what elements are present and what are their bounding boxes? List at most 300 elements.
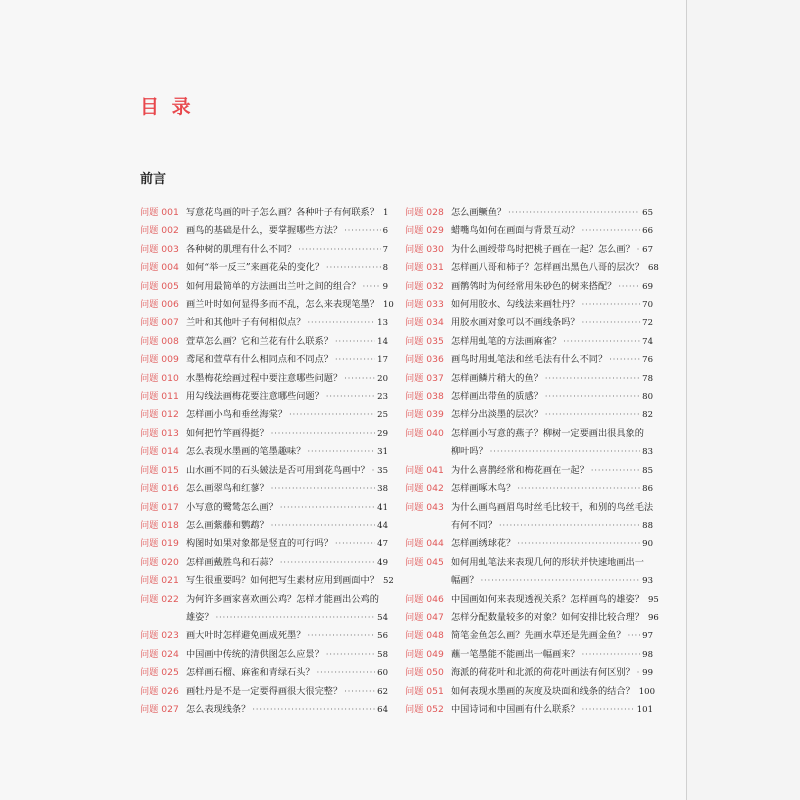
leader-dots [344, 222, 380, 240]
toc-line [451, 664, 653, 682]
question-title: 用勾线法画梅花要注意哪些问题？ [186, 391, 324, 403]
toc-entry[interactable] [405, 683, 653, 701]
question-number: 问题 048 [405, 630, 444, 642]
toc-entry[interactable] [140, 683, 388, 701]
toc-entry[interactable] [140, 259, 388, 277]
question-number: 问题 030 [405, 243, 444, 255]
toc-line [451, 333, 653, 351]
page-number: 97 [642, 631, 653, 642]
toc-entry-body [186, 646, 388, 664]
toc-entry[interactable] [140, 443, 388, 461]
page-number: 62 [377, 686, 388, 697]
leader-dots [335, 333, 375, 351]
toc-entry[interactable] [405, 535, 653, 553]
leader-dots [517, 535, 640, 553]
toc-line [186, 535, 388, 553]
toc-entry-body [451, 499, 653, 536]
toc-entry[interactable] [405, 627, 653, 645]
toc-line [451, 554, 653, 572]
page-number: 99 [642, 668, 653, 679]
question-title: 用胶水画对象可以不画线条吗？ [451, 317, 580, 329]
leader-dots [326, 388, 375, 406]
toc-line [451, 443, 653, 461]
page-number: 76 [642, 355, 653, 366]
toc-line [451, 222, 653, 240]
toc-line [451, 351, 653, 369]
toc-entry[interactable] [405, 646, 653, 664]
toc-entry-body [186, 204, 388, 222]
toc-entry-body [451, 554, 653, 591]
question-number: 问题 019 [140, 538, 179, 550]
toc-entry-body [451, 204, 653, 222]
question-title: 画鸟的基础是什么，要掌握哪些方法？ [186, 225, 343, 237]
question-number: 问题 047 [405, 611, 444, 623]
leader-dots [372, 462, 375, 480]
toc-entry[interactable] [405, 499, 653, 536]
toc-entry[interactable] [405, 609, 659, 627]
question-title-continued: 幅画？ [451, 575, 479, 587]
toc-entry[interactable] [405, 333, 653, 351]
toc-entry-body [451, 535, 653, 553]
toc-line [451, 609, 659, 627]
page-edge-divider [686, 0, 687, 800]
question-number: 问题 025 [140, 667, 179, 679]
leader-dots [363, 278, 381, 296]
toc-line [451, 406, 653, 424]
page-number: 72 [642, 318, 653, 329]
toc-entry[interactable] [140, 480, 388, 498]
page-number: 100 [638, 686, 655, 697]
question-title: 写意花鸟画的叶子怎么画？各种叶子有何联系？ [186, 207, 379, 218]
toc-line [186, 425, 388, 443]
question-title: 画大叶时怎样避免画成死墨？ [186, 630, 306, 642]
toc-line [451, 572, 653, 590]
toc-entry[interactable] [140, 701, 388, 719]
leader-dots [508, 204, 640, 222]
toc-line [186, 554, 388, 572]
toc-line [186, 443, 388, 461]
toc-entry[interactable] [405, 241, 653, 259]
question-title: 怎么画翠鸟和红蓼？ [186, 483, 269, 495]
toc-entry-body [186, 591, 388, 628]
toc-entry[interactable] [405, 480, 653, 498]
question-title: 中国画如何来表现透视关系？怎样画鸟的雄姿？ [451, 593, 644, 605]
question-title: 为什么画绶带鸟时把桃子画在一起？怎么画？ [451, 243, 635, 255]
toc-line [186, 259, 388, 277]
leader-dots [317, 664, 376, 682]
leader-dots [582, 222, 641, 240]
page-number: 58 [377, 649, 388, 660]
toc-entry-body [186, 554, 388, 572]
leader-dots [582, 296, 641, 314]
toc-entry-body [451, 701, 653, 719]
leader-dots [637, 241, 640, 259]
toc-entry-body [451, 591, 659, 609]
question-number: 问题 003 [140, 243, 179, 255]
toc-entry[interactable] [405, 204, 653, 222]
toc-line [451, 591, 659, 609]
leader-dots [582, 314, 641, 332]
toc-entry-body [451, 314, 653, 332]
leader-dots [271, 517, 375, 535]
leader-dots [545, 406, 640, 424]
leader-dots [628, 627, 641, 645]
question-number: 问题 015 [140, 464, 179, 476]
leader-dots [490, 443, 640, 461]
toc-entry[interactable] [140, 627, 388, 645]
toc-entry[interactable] [405, 591, 659, 609]
page-number: 23 [377, 392, 388, 403]
leader-dots [326, 259, 381, 277]
question-number: 问题 045 [405, 556, 444, 568]
toc-entry[interactable] [140, 646, 388, 664]
question-number: 问题 034 [405, 317, 444, 329]
toc-line [451, 480, 653, 498]
leader-dots [344, 370, 375, 388]
toc-line [186, 664, 388, 682]
toc-entry-body [451, 259, 659, 277]
toc-entry-body [451, 351, 653, 369]
question-title: 怎么表现线条？ [186, 703, 251, 715]
toc-entry-body [186, 572, 394, 590]
toc-entry-body [186, 370, 388, 388]
question-title: 怎样分配数量较多的对象？如何安排比较合理？ [451, 611, 644, 623]
leader-dots [582, 701, 635, 719]
question-number: 问题 041 [405, 464, 444, 476]
toc-entry[interactable] [405, 351, 653, 369]
leader-dots [499, 517, 640, 535]
page-number: 96 [647, 612, 659, 623]
toc-line [186, 480, 388, 498]
page-number: 80 [642, 392, 653, 403]
toc-entry-body [451, 241, 653, 259]
question-number: 问题 032 [405, 280, 444, 292]
page-number: 88 [642, 520, 653, 531]
toc-entry[interactable] [140, 370, 388, 388]
toc-line [186, 222, 388, 240]
toc-entry[interactable] [140, 664, 388, 682]
question-title: 蘸一笔墨能不能画出一幅画来？ [451, 648, 580, 660]
question-title: 海派的荷花叶和北派的荷花叶画法有何区别？ [451, 667, 635, 679]
question-title: 为什么画鸟画眉鸟时丝毛比较干，和别的鸟丝毛法 [451, 501, 654, 513]
question-number: 问题 004 [140, 262, 179, 274]
toc-line [186, 204, 388, 222]
page-number: 47 [377, 539, 388, 550]
toc-entry[interactable] [405, 296, 653, 314]
toc-entry[interactable] [405, 370, 653, 388]
toc-entry-body [186, 499, 388, 517]
question-number: 问题 009 [140, 354, 179, 366]
question-title-continued: 柳叶吗？ [451, 446, 488, 458]
question-number: 问题 027 [140, 703, 179, 715]
page-number: 6 [382, 226, 388, 237]
toc-entry-body [451, 296, 653, 314]
leader-dots [335, 351, 375, 369]
question-title: 中国诗词和中国画有什么联系？ [451, 703, 580, 715]
toc-entry[interactable] [140, 499, 388, 517]
question-number: 问题 016 [140, 483, 179, 495]
leader-dots [280, 499, 375, 517]
question-title: 怎么表现水墨画的笔墨趣味？ [186, 446, 306, 458]
toc-entry[interactable] [140, 204, 388, 222]
question-title: 怎样画啄木鸟？ [451, 483, 516, 495]
toc-column-right [405, 204, 659, 719]
question-number: 问题 038 [405, 391, 444, 403]
toc-entry-body [186, 406, 388, 424]
question-title: 如何用胶水、勾线法来画牡丹？ [451, 299, 580, 311]
toc-entry-body [186, 241, 388, 259]
toc-line [451, 535, 653, 553]
toc-entry-body [186, 296, 394, 314]
toc-line [451, 278, 653, 296]
toc-line [186, 572, 394, 590]
question-number: 问题 018 [140, 519, 179, 531]
toc-entry[interactable] [405, 222, 653, 240]
question-title: 怎样画戴胜鸟和石蒜？ [186, 556, 278, 568]
leader-dots [481, 572, 641, 590]
question-title: 画牡丹是不是一定要得画很大很完整？ [186, 685, 343, 697]
toc-line [451, 425, 653, 443]
question-title: 如何“举一反三”来画花朵的变化？ [186, 262, 325, 274]
toc-line [186, 462, 388, 480]
page-number: 64 [377, 704, 388, 715]
toc-line [186, 296, 394, 314]
toc-entry[interactable] [405, 278, 653, 296]
page-number: 10 [382, 300, 394, 311]
toc-entry[interactable] [140, 425, 388, 443]
page-number: 7 [382, 244, 388, 255]
toc-line [451, 701, 653, 719]
toc-line [451, 259, 659, 277]
toc-line [451, 683, 653, 701]
toc-entry[interactable] [405, 406, 653, 424]
question-title: 如何把竹竿画得挺？ [186, 427, 269, 439]
leader-dots [344, 683, 375, 701]
toc-entry-body [186, 314, 388, 332]
question-title: 怎样画鳞片稍大的鱼？ [451, 372, 543, 384]
page-number: 74 [642, 336, 653, 347]
toc-line [186, 701, 388, 719]
page-number: 13 [377, 318, 388, 329]
question-number: 问题 033 [405, 299, 444, 311]
toc-entry[interactable] [405, 701, 653, 719]
toc-line [186, 388, 388, 406]
toc-entry-body [451, 664, 653, 682]
question-title: 鸢尾和萱草有什么相同点和不同点？ [186, 354, 333, 366]
page-number: 1 [382, 208, 389, 218]
toc-entry-body [186, 259, 388, 277]
page-number: 49 [377, 557, 388, 568]
toc-line [451, 241, 653, 259]
leader-dots [517, 480, 640, 498]
page-number: 17 [377, 355, 388, 366]
page-number: 38 [377, 484, 388, 495]
toc-entry-body [186, 462, 388, 480]
toc-entry-body [186, 701, 388, 719]
toc-entry[interactable] [140, 278, 388, 296]
question-title-continued: 雄姿？ [186, 611, 214, 623]
question-number: 问题 007 [140, 317, 179, 329]
toc-entry[interactable] [405, 554, 653, 591]
toc-entry-body [186, 535, 388, 553]
toc-line [186, 499, 388, 517]
toc-entry-body [186, 388, 388, 406]
toc-entry-body [451, 425, 653, 462]
toc-line [451, 517, 653, 535]
page-number: 95 [647, 594, 659, 605]
page-number: 9 [382, 281, 388, 292]
question-title: 简笔金鱼怎么画？先画水草还是先画金鱼？ [451, 630, 626, 642]
toc-entry[interactable] [140, 462, 388, 480]
question-number: 问题 031 [405, 262, 444, 274]
toc-entry[interactable] [140, 351, 388, 369]
question-title: 怎样画绣球花？ [451, 538, 516, 550]
toc-entry-body [451, 388, 653, 406]
page-number: 20 [377, 373, 388, 384]
page-number: 69 [642, 281, 653, 292]
toc-line [186, 241, 388, 259]
toc-entry-body [451, 333, 653, 351]
page-number: 78 [642, 373, 653, 384]
question-number: 问题 052 [405, 703, 444, 715]
question-number: 问题 035 [405, 335, 444, 347]
question-title: 兰叶和其他叶子有何相似点？ [186, 317, 306, 329]
page-number: 25 [377, 410, 388, 421]
question-title: 画兰叶时如何显得多而不乱，怎么来表现笔墨？ [186, 299, 379, 311]
question-title-continued: 有何不同？ [451, 519, 497, 531]
toc-entry[interactable] [405, 259, 659, 277]
toc-entry[interactable] [140, 406, 388, 424]
page-number: 83 [642, 447, 653, 458]
question-number: 问题 012 [140, 409, 179, 421]
toc-entry[interactable] [405, 388, 653, 406]
page-number: 68 [647, 263, 659, 274]
toc-entry[interactable] [140, 296, 394, 314]
question-number: 问题 029 [405, 225, 444, 237]
toc-entry[interactable] [140, 554, 388, 572]
question-number: 问题 010 [140, 372, 179, 384]
leader-dots [563, 333, 640, 351]
question-title: 构图时如果对象都是竖直的可行吗？ [186, 538, 333, 550]
leader-dots [326, 646, 375, 664]
question-number: 问题 037 [405, 372, 444, 384]
toc-line [451, 314, 653, 332]
question-title: 怎么画鳜鱼？ [451, 207, 507, 218]
question-title: 怎样用虬笔的方法画麻雀？ [451, 335, 562, 347]
toc-entry[interactable] [405, 314, 653, 332]
toc-entry-body [451, 480, 653, 498]
question-number: 问题 042 [405, 483, 444, 495]
page-number: 54 [377, 612, 388, 623]
toc-entry-body [451, 278, 653, 296]
toc-line [186, 646, 388, 664]
question-number: 问题 046 [405, 593, 444, 605]
toc-entry[interactable] [140, 572, 394, 590]
question-title: 怎样画八哥和柿子？怎样画出黑色八哥的层次？ [451, 262, 644, 274]
preface-heading: 前言 [140, 172, 167, 187]
question-title: 如何用虬笔法来表现几何的形状并快速地画出一 [451, 556, 644, 568]
leader-dots [289, 406, 375, 424]
toc-entry[interactable] [140, 591, 388, 628]
toc-entry-body [186, 517, 388, 535]
question-number: 问题 002 [140, 225, 179, 237]
question-number: 问题 043 [405, 501, 444, 513]
page-number: 101 [636, 704, 653, 715]
leader-dots [545, 370, 640, 388]
question-number: 问题 006 [140, 299, 179, 311]
question-title: 如何用最简单的方法画出兰叶之间的组合？ [186, 280, 361, 292]
question-number: 问题 024 [140, 648, 179, 660]
question-title: 蜡嘴鸟如何在画面与背景互动？ [451, 225, 580, 237]
toc-entry[interactable] [405, 664, 653, 682]
page-number: 65 [642, 208, 653, 218]
toc-entry[interactable] [140, 535, 388, 553]
question-number: 问题 021 [140, 575, 179, 587]
page-title: 目 录 [140, 96, 194, 118]
page-number: 56 [377, 631, 388, 642]
question-title: 山水画不同的石头皴法是否可用到花鸟画中？ [186, 464, 370, 476]
toc-entry-body [451, 646, 653, 664]
toc-line [186, 609, 388, 627]
toc-line [186, 683, 388, 701]
question-title: 如何表现水墨画的灰度及块面和线条的结合？ [451, 685, 635, 697]
toc-entry[interactable] [140, 517, 388, 535]
toc-line [451, 646, 653, 664]
toc-entry-body [186, 222, 388, 240]
page-number: 85 [642, 465, 653, 476]
leader-dots [335, 535, 375, 553]
question-title: 中国画中传统的清供图怎么应景？ [186, 648, 324, 660]
toc-entry-body [186, 333, 388, 351]
leader-dots [582, 646, 641, 664]
question-number: 问题 001 [140, 207, 179, 218]
question-title: 萱草怎么画？它和兰花有什么联系？ [186, 335, 333, 347]
toc-entry-body [451, 462, 653, 480]
toc-line [451, 204, 653, 222]
toc-line [186, 370, 388, 388]
toc-line [451, 462, 653, 480]
question-number: 问题 013 [140, 427, 179, 439]
toc-entry[interactable] [140, 222, 388, 240]
toc-line [186, 333, 388, 351]
toc-entry-body [451, 406, 653, 424]
question-title: 怎样画小写意的燕子？柳树一定要画出很具象的 [451, 427, 644, 439]
toc-entry[interactable] [140, 388, 388, 406]
question-title: 画鹡鸰时为何经常用朱砂色的树来搭配？ [451, 280, 617, 292]
question-title: 水墨梅花绘画过程中要注意哪些问题？ [186, 372, 343, 384]
toc-entry[interactable] [140, 314, 388, 332]
toc-entry[interactable] [140, 241, 388, 259]
toc-entry-body [451, 683, 653, 701]
question-number: 问题 022 [140, 593, 179, 605]
page-number: 67 [642, 244, 653, 255]
toc-line [186, 278, 388, 296]
question-number: 问题 028 [405, 207, 444, 218]
question-number: 问题 017 [140, 501, 179, 513]
toc-line [451, 370, 653, 388]
toc-column-left [140, 204, 394, 719]
toc-entry[interactable] [405, 425, 653, 462]
question-title: 各种树的肌理有什么不同？ [186, 243, 297, 255]
question-title: 怎么画紫藤和鹦鹉？ [186, 519, 269, 531]
question-title: 写生很重要吗？如何把写生素材应用到画面中？ [186, 575, 379, 587]
question-number: 问题 020 [140, 556, 179, 568]
toc-entry-body [186, 351, 388, 369]
question-title: 为何许多画家喜欢画公鸡？怎样才能画出公鸡的 [186, 593, 379, 605]
leader-dots [637, 664, 640, 682]
toc-entry[interactable] [405, 462, 653, 480]
toc-entry[interactable] [140, 333, 388, 351]
